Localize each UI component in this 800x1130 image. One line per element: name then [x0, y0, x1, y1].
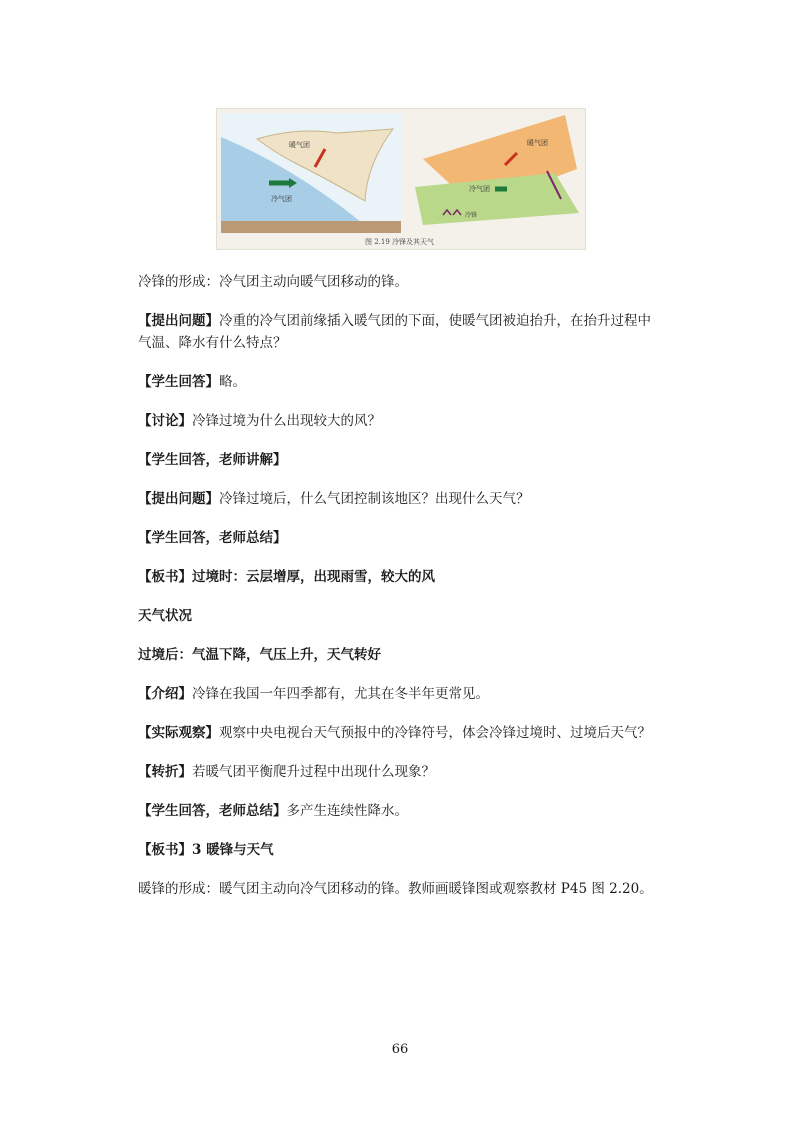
- right-cold-label: 冷气团: [469, 185, 490, 193]
- paragraph-8: [138, 566, 678, 588]
- p3-tag: 【学生回答】: [138, 374, 219, 390]
- p2-text: 冷重的冷气团前缘插入暖气团的下面，使暖气团被迫抬升，在抬升过程中: [219, 313, 651, 329]
- paragraph-5: [138, 449, 678, 471]
- p14-text: 多产生连续性降水。: [286, 803, 408, 819]
- p13-text: 若暖气团平衡爬升过程中出现什么现象？: [192, 764, 435, 780]
- p4-text: 冷锋过境为什么出现较大的风？: [192, 413, 381, 429]
- p15-text: 3 暖锋与天气: [192, 842, 274, 858]
- paragraph-2: [138, 310, 678, 354]
- paragraph-6: [138, 488, 678, 510]
- p11-text: 冷锋在我国一年四季都有，尤其在冬半年更常见。: [192, 686, 489, 702]
- cold-front-figure: [216, 108, 586, 250]
- p1-text: 冷锋的形成：冷气团主动向暖气团移动的锋。: [138, 274, 408, 290]
- paragraph-10: [138, 644, 678, 666]
- cold-front-diagram: [217, 109, 585, 249]
- paragraph-15: [138, 839, 678, 861]
- paragraph-12: [138, 722, 678, 744]
- paragraph-14: [138, 800, 678, 822]
- p10-text: 过境后：气温下降，气压上升，天气转好: [138, 647, 381, 663]
- ground-left: [221, 221, 401, 233]
- paragraph-11: [138, 683, 678, 705]
- left-cold-label: 冷气团: [271, 195, 292, 203]
- right-front-label: 冷锋: [465, 212, 478, 219]
- right-warm-label: 暖气团: [527, 139, 548, 147]
- p4-tag: 【讨论】: [138, 413, 192, 429]
- p8-tag: 【板书】: [138, 569, 192, 585]
- ground-plane-right: [415, 173, 579, 225]
- paragraph-16: [138, 878, 678, 900]
- paragraph-4: [138, 410, 678, 432]
- p3-text: 略。: [219, 374, 246, 390]
- p7-tag: 【学生回答，老师总结】: [138, 530, 287, 546]
- p13-tag: 【转折】: [138, 764, 192, 780]
- p16-text: 暖锋的形成：暖气团主动向冷气团移动的锋。教师画暖锋图或观察教材 P45 图 2.20。: [138, 881, 653, 897]
- left-warm-label: 暖气团: [289, 141, 310, 149]
- p9-text: 天气状况: [138, 608, 192, 624]
- p14-tag: 【学生回答，老师总结】: [138, 803, 287, 819]
- p12-tag: 【实际观察】: [138, 725, 219, 741]
- p5-tag: 【学生回答，老师讲解】: [138, 452, 287, 468]
- paragraph-1: [138, 271, 678, 293]
- paragraph-7: [138, 527, 678, 549]
- p11-tag: 【介绍】: [138, 686, 192, 702]
- paragraph-3: [138, 371, 678, 393]
- p12-text: 观察中央电视台天气预报中的冷锋符号，体会冷锋过境时、过境后天气？: [219, 725, 651, 741]
- p2-tag: 【提出问题】: [138, 313, 219, 329]
- p2-text-line2: 气温、降水有什么特点？: [138, 335, 287, 351]
- p6-tag: 【提出问题】: [138, 491, 219, 507]
- figure-caption: 图 2.19 冷锋及其天气: [365, 238, 435, 246]
- paragraph-9: [138, 605, 678, 627]
- p15-tag: 【板书】: [138, 842, 192, 858]
- p8-text: 过境时：云层增厚，出现雨雪，较大的风: [192, 569, 435, 585]
- p6-text: 冷锋过境后，什么气团控制该地区？出现什么天气？: [219, 491, 530, 507]
- paragraph-13: [138, 761, 678, 783]
- page-number: 66: [391, 1042, 409, 1057]
